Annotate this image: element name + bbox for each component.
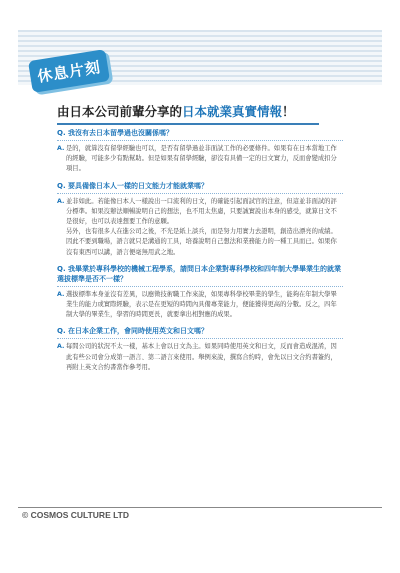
- answer-label: A.: [57, 290, 65, 298]
- footer-divider: [18, 507, 382, 508]
- page-title: [57, 102, 319, 125]
- question: Q. 我畢業於專科學校的機械工程學系，請問日本企業對專科學校和四年制大學畢業生的就業選拔標準是否不一樣？: [57, 264, 343, 287]
- qa-item: [57, 128, 343, 175]
- answer-label: A.: [57, 343, 65, 351]
- question: Q. 要具備像日本人一樣的日文能力才能就業嗎？: [57, 181, 343, 194]
- answer: [57, 290, 343, 321]
- answer-text: 是的，就算沒有留學經驗也可以，是否有留學過並非面試工作的必要條件。如果有在日本當地工作的經驗，可能多少有點幫助。但是如果有留學經驗，卻沒有具備一定的日文實力，反而會變成扣分項目。: [66, 145, 337, 173]
- qa-item: [57, 181, 343, 258]
- badge-label: 休息片刻: [36, 57, 103, 86]
- footer-copyright: © COSMOS CULTURE LTD: [22, 510, 129, 520]
- title-part1: 由日本公司前輩分享的: [57, 104, 183, 119]
- title-part2: ！: [282, 104, 295, 119]
- answer-text: 並非如此。若能像日本人一樣說出一口流利的日文，的確能引起面試官的注意，但這並非面試的評分標準。如果沒辦法順暢說明自己的想法，也不用太焦慮，只要誠實說出本身的感受，就算日文不是很好，也可以表達想要工作的意願。: [66, 197, 337, 226]
- answer: [57, 144, 343, 175]
- answer: [57, 342, 343, 373]
- answer-label: A.: [57, 197, 65, 205]
- question: Q. 我沒有去日本留學過也沒關係嗎？: [57, 128, 343, 141]
- question: Q. 在日本企業工作，會同時使用英文和日文嗎？: [57, 326, 343, 339]
- answer-text: 選拔標準本身並沒有差異，以應徵技術職工作來說，如果專科學校畢業的學生，能夠在年制大學畢業生的能力或實際經驗，表示是在更短的時間內具備專業能力，便能獲得更高的分數。反之，四年制大學的畢業生，學習的時間更長，就要拿出相對應的成果。: [66, 290, 337, 319]
- answer-text: 每間公司的狀況不太一樣，基本上會以日文為主。如果同時使用英文和日文，反而會造成混淆，因此有些公司會分成第一語言、第二語言來使用。舉例來說，撰寫合約時，會先以日文合約書簽約，再附上英文合約書當作參考用。: [66, 343, 337, 371]
- answer: [57, 197, 343, 258]
- qa-item: [57, 326, 343, 373]
- qa-item: [57, 264, 343, 321]
- title-highlight: 日本就業真實情報: [182, 104, 283, 119]
- qa-list: [57, 128, 343, 379]
- answer-label: A.: [57, 145, 65, 152]
- answer-text: 另外，也有很多人在進公司之後，不光是紙上談兵，而是努力用實力去證明，創造出漂亮的成績。因此不要到職場，語言就只是溝通的工具，培養說明自己想法和業務能力的一種工具而已。如果你沒有東西可以講，語言便毫無用武之地。: [66, 228, 337, 256]
